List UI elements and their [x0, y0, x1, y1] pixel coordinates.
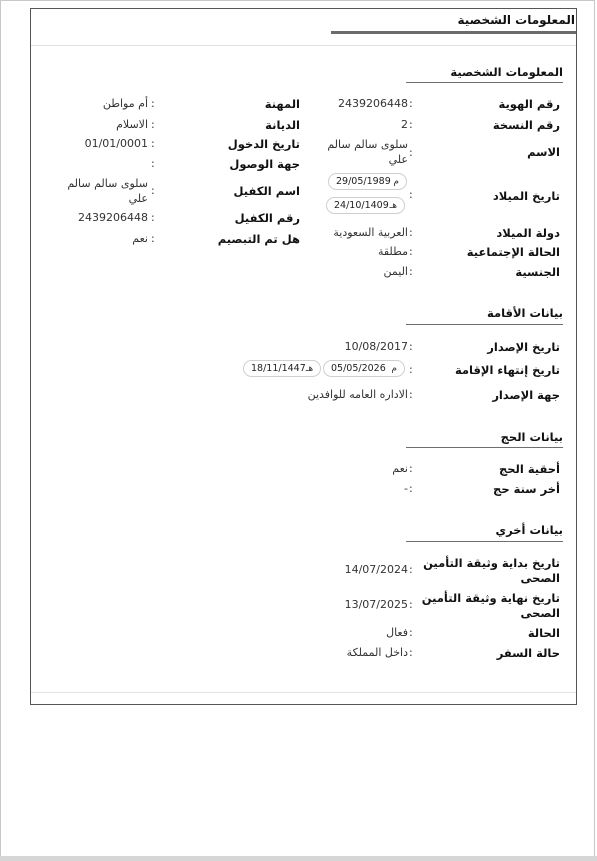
- colon: :: [151, 211, 155, 224]
- value-travel-status: داخل المملكة: [346, 646, 408, 659]
- residency-expiry-gregorian-pill: [323, 360, 405, 377]
- colon: :: [409, 626, 413, 639]
- section-title-hajj: بيانات الحج: [500, 430, 563, 444]
- colon: :: [409, 363, 413, 376]
- colon: :: [409, 146, 413, 159]
- label-insurance-start-line1: تاريخ بداية وثيقة التأمين: [423, 556, 560, 570]
- section-line-other: [406, 541, 563, 542]
- colon: :: [151, 97, 155, 110]
- label-copy-number: رقم النسخة: [492, 118, 560, 132]
- value-sponsor-name-line1: سلوى سالم سالم: [67, 177, 148, 190]
- section-line-residency: [406, 324, 563, 325]
- section-title-personal: المعلومات الشخصية: [450, 65, 563, 79]
- label-residency-issuer: جهة الإصدار: [492, 388, 560, 402]
- bottom-band: [0, 856, 597, 861]
- value-insurance-start: 14/07/2024: [344, 563, 408, 576]
- value-entry-date: 01/01/0001: [84, 137, 148, 150]
- value-status: فعال: [386, 626, 408, 639]
- colon: :: [151, 157, 155, 170]
- colon: :: [409, 97, 413, 110]
- value-insurance-end: 13/07/2025: [344, 598, 408, 611]
- card-title-underline: [331, 31, 576, 34]
- colon: :: [409, 462, 413, 475]
- label-id-number: رقم الهوية: [498, 97, 560, 111]
- value-residency-issue-date: 10/08/2017: [344, 340, 408, 353]
- colon: :: [409, 226, 413, 239]
- colon: :: [151, 137, 155, 150]
- value-id-number: 2439206448: [338, 97, 408, 110]
- gregorian-marker: م: [393, 176, 399, 187]
- footer-divider: [31, 692, 576, 693]
- hijri-marker: هـ: [305, 363, 314, 374]
- value-marital-status: مطلقة: [377, 245, 408, 258]
- birth-date-gregorian-value: 29/05/1989: [336, 176, 391, 187]
- value-birth-country: العربية السعودية: [333, 226, 408, 239]
- label-birth-date: تاريخ الميلاد: [492, 189, 560, 203]
- hijri-marker: هـ: [389, 200, 397, 211]
- colon: :: [151, 184, 155, 197]
- colon: :: [409, 188, 413, 201]
- value-religion: الاسلام: [116, 118, 148, 131]
- colon: :: [409, 245, 413, 258]
- section-line-personal: [406, 82, 563, 83]
- label-hajj-eligibility: أحقية الحج: [498, 462, 560, 476]
- colon: :: [151, 232, 155, 245]
- label-arrival-port: جهة الوصول: [229, 157, 300, 171]
- section-title-other: بيانات أخري: [495, 523, 563, 537]
- card-title: المعلومات الشخصية: [457, 13, 575, 27]
- value-sponsor-name-line2: علي: [128, 192, 148, 205]
- colon: :: [151, 118, 155, 131]
- gregorian-marker: م: [391, 363, 397, 374]
- header-divider: [31, 45, 576, 46]
- value-occupation: أم مواطن: [102, 97, 148, 110]
- birth-date-gregorian-pill: [328, 173, 407, 190]
- value-name-line2: علي: [388, 153, 408, 166]
- value-name-line1: سلوى سالم سالم: [327, 138, 408, 151]
- label-marital-status: الحالة الإجتماعية: [466, 245, 560, 259]
- colon: :: [409, 118, 413, 131]
- label-residency-expiry: تاريخ إنتهاء الإقامة: [454, 363, 560, 377]
- value-residency-issuer: الاداره العامه للوافدين: [307, 388, 408, 401]
- label-insurance-start-line2: الصحى: [520, 571, 560, 585]
- birth-date-hijri-value: 24/10/1409: [334, 200, 389, 211]
- value-nationality: اليمن: [383, 265, 408, 278]
- colon: :: [409, 598, 413, 611]
- value-sponsor-number: 2439206448: [78, 211, 148, 224]
- value-fingerprinted: نعم: [132, 232, 148, 245]
- label-sponsor-number: رقم الكفيل: [234, 211, 300, 225]
- label-nationality: الجنسية: [515, 265, 560, 279]
- label-hajj-last-year: أخر سنة حج: [493, 482, 560, 496]
- label-insurance-end-line1: تاريخ نهاية وثيقة التأمين: [421, 591, 560, 605]
- label-insurance-end-line2: الصحى: [520, 606, 560, 620]
- colon: :: [409, 265, 413, 278]
- colon: :: [409, 388, 413, 401]
- value-hajj-last-year: -: [404, 482, 408, 495]
- label-travel-status: حالة السفر: [496, 646, 560, 660]
- colon: :: [409, 646, 413, 659]
- colon: :: [409, 563, 413, 576]
- residency-expiry-gregorian-value: 05/05/2026: [331, 363, 386, 374]
- colon: :: [409, 340, 413, 353]
- section-title-residency: بيانات الأقامة: [487, 306, 563, 320]
- label-residency-issue-date: تاريخ الإصدار: [487, 340, 560, 354]
- label-birth-country: دولة الميلاد: [496, 226, 560, 240]
- residency-expiry-hijri-value: 18/11/1447: [251, 363, 306, 374]
- label-fingerprinted: هل تم التبصيم: [217, 232, 300, 246]
- value-hajj-eligibility: نعم: [392, 462, 408, 475]
- value-copy-number: 2: [401, 118, 408, 131]
- colon: :: [409, 482, 413, 495]
- label-sponsor-name: اسم الكفيل: [233, 184, 300, 198]
- label-status: الحالة: [527, 626, 560, 640]
- label-entry-date: تاريخ الدخول: [227, 137, 300, 151]
- section-line-hajj: [406, 447, 563, 448]
- birth-date-hijri-pill: [326, 197, 405, 214]
- residency-expiry-hijri-pill: [243, 360, 321, 377]
- label-occupation: المهنة: [264, 97, 300, 111]
- label-religion: الديانة: [265, 118, 300, 132]
- label-name: الاسم: [527, 145, 560, 159]
